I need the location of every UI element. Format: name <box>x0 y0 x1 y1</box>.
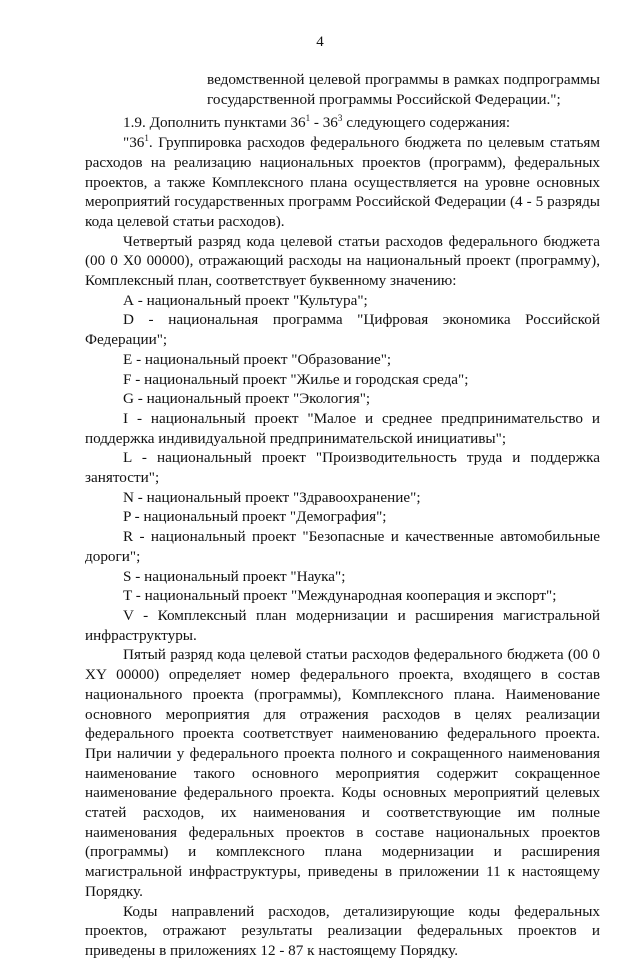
letter-item-l: L - национальный проект "Производительность труда и поддержка занятости"; <box>85 449 600 487</box>
item-1-9-sup-3: 3 <box>337 113 343 124</box>
letter-item-e: E - национальный проект "Образование"; <box>123 350 392 368</box>
letter-item-p: P - национальный проект "Демография"; <box>123 508 387 526</box>
item-1-9-suffix: следующего содержания: <box>342 114 511 132</box>
item-1-9-paragraph <box>85 113 600 133</box>
item-1-9-sup-1: 1 <box>305 113 311 124</box>
letter-item-r: R - национальный проект "Безопасные и качественные автомобильные дороги"; <box>85 528 600 565</box>
letter-item-t: T - национальный проект "Международная кооперация и экспорт"; <box>123 587 557 605</box>
letter-item-s: S - национальный проект "Наука"; <box>123 567 346 585</box>
letter-item-a: А - национальный проект "Культура"; <box>123 291 368 309</box>
paragraph-36-1-sup: 1 <box>144 133 149 144</box>
intro-paragraph: ведомственной целевой программы в рамках подпрограммы государственной программы Российской Федерации."; <box>207 71 600 108</box>
letter-item-g: G - национальный проект "Экология"; <box>123 390 371 408</box>
paragraph-36-1-number: "36 <box>123 134 145 152</box>
item-1-9-dash: - 36 <box>310 114 338 132</box>
letter-item-i: I - национальный проект "Малое и среднее предпринимательство и поддержка индивидуальной предпринимательской инициативы"; <box>85 409 600 447</box>
letter-item-v: V - Комплексный план модернизации и расширения магистральной инфраструктуры. <box>85 606 600 644</box>
page-number: 4 <box>316 34 324 50</box>
expense-codes-paragraph: Коды направлений расходов, детализирующие коды федеральных проектов, отражают результаты реализации федеральных проектов и приведены в приложениях 12 - 87 к настоящему Порядку. <box>85 902 600 959</box>
paragraph-36-1-text: . Группировка расходов федерального бюджета по целевым статьям расходов на реализацию национальных проектов (программ), федеральных проектов, а также Комплексного плана осуществляется на уровне основных мероприятий государственных программ Российской Федерации (4 - 5 разряды кода целевой статьи расходов). <box>85 134 600 230</box>
fifth-digit-paragraph: Пятый разряд кода целевой статьи расходов федерального бюджета (00 0 XY 00000) определяет номер федерального проекта, входящего в состав национального проекта (программы), Комплексного плана. Наименование основного мероприятия для отражения расходов в целях реализации федерального проекта соответствует наименованию федерального проекта. При наличии у федерального проекта полного и сокращенного наименования наименование такого основного мероприятия содержит сокращенное наименование федерального проекта. Коды основных мероприятий целевых статей расходов, их наименования и соответствующие им полные наименования федеральных проектов в составе национальных проектов (программы) и комплексного плана модернизации и расширения магистральной инфраструктуры, приведены в приложении 11 к настоящему Порядку. <box>85 646 600 900</box>
fourth-digit-paragraph: Четвертый разряд кода целевой статьи расходов федерального бюджета (00 0 X0 00000), отражающий расходы на национальный проект (программу), Комплексный план, соответствует буквенному значению: <box>85 232 600 290</box>
paragraph-36-1 <box>85 133 600 232</box>
letter-item-f: F - национальный проект "Жилье и городская среда"; <box>123 370 469 388</box>
document-body <box>85 70 600 961</box>
letter-item-d: D - национальная программа "Цифровая экономика Российской Федерации"; <box>85 311 600 349</box>
letter-item-n: N - национальный проект "Здравоохранение"; <box>123 488 421 506</box>
item-1-9-prefix: 1.9. Дополнить пунктами 36 <box>123 114 306 132</box>
